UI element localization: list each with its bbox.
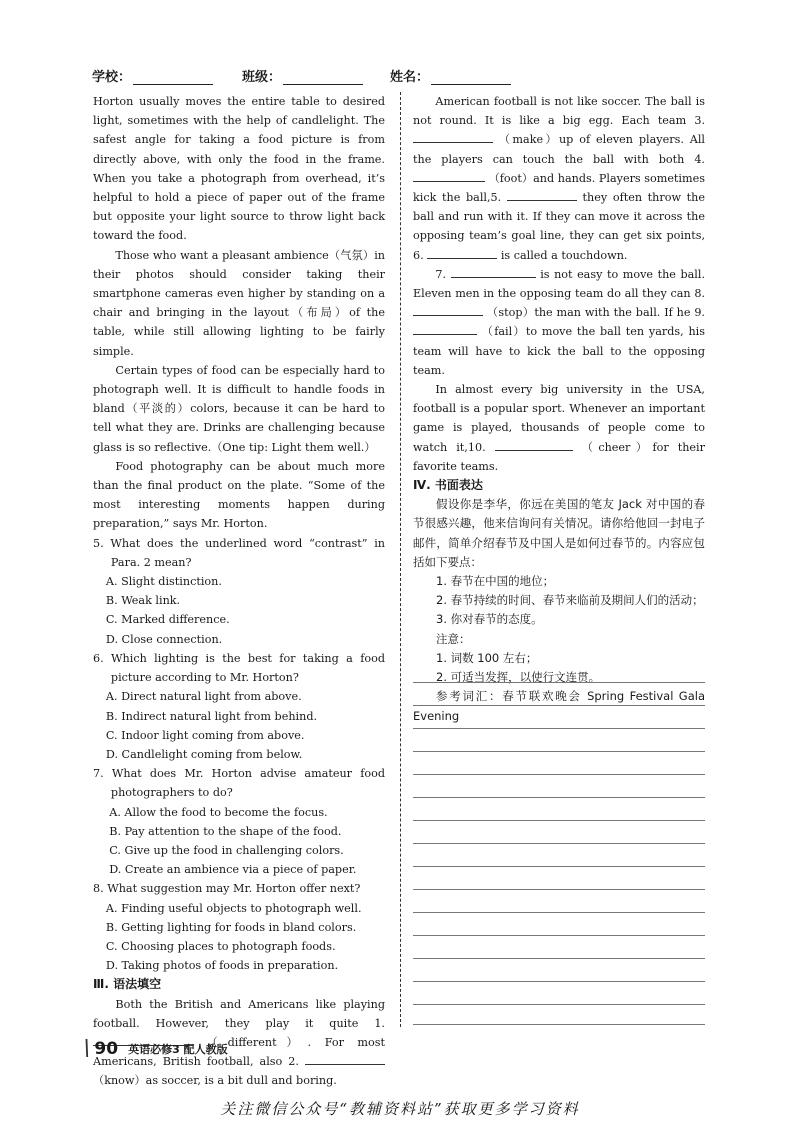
option[interactable]: C. Indoor light coming from above.	[105, 728, 305, 742]
class-blank[interactable]	[283, 70, 363, 85]
grammar-text: Both the British and Americans like playing football. However, they play it quite 1.	[93, 997, 385, 1030]
writing-prompt: 假设你是李华，你远在美国的笔友 Jack 对中国的春节很感兴趣，他来信询问有关情况。请你给他回一封电子邮件，简单介绍春节及中国人是如何过春节的。内容应包括如下要点：	[413, 497, 705, 569]
question-stem: 5. What does the underlined word “contrast” in Para. 2 mean?	[93, 536, 385, 569]
option[interactable]: A. Direct natural light from above.	[105, 690, 302, 704]
grammar-text: （different）. For most Americans, British football, also 2.	[93, 1035, 385, 1069]
question-5	[93, 534, 385, 649]
writing-line[interactable]	[413, 912, 705, 913]
blank-3[interactable]	[413, 130, 493, 143]
page-number: 90	[94, 1038, 119, 1059]
writing-line[interactable]	[413, 935, 705, 936]
grammar-paragraph-3	[413, 265, 705, 380]
writing-line[interactable]	[413, 705, 705, 706]
writing-line[interactable]	[413, 728, 705, 729]
note-2: 2. 可适当发挥，以使行文连贯。	[436, 670, 601, 685]
writing-line[interactable]	[413, 981, 705, 982]
question-stem: 7. What does Mr. Horton advise amateur food photographers to do?	[93, 767, 385, 800]
school-label: 学校：	[92, 70, 132, 85]
class-label: 班级：	[242, 70, 282, 85]
blank-6[interactable]	[427, 246, 497, 259]
writing-line[interactable]	[413, 774, 705, 775]
grammar-text: American football is not like soccer. The ball is not round. It is like a big egg. Each team 3.	[413, 95, 705, 128]
section-3-title: Ⅲ. 语法填空	[93, 977, 162, 992]
book-title: 英语必修3 配人教版	[128, 1042, 228, 1056]
writing-line[interactable]	[413, 820, 705, 821]
grammar-text: 7.	[435, 267, 447, 281]
option[interactable]: A. Allow the food to become the focus.	[109, 805, 328, 819]
blank-9[interactable]	[413, 322, 477, 335]
writing-point-3: 3. 你对春节的态度。	[436, 612, 543, 627]
grammar-paragraph-2	[413, 92, 705, 265]
student-info-header	[92, 66, 712, 86]
left-column	[93, 92, 385, 1091]
grammar-paragraph-4	[413, 380, 705, 476]
school-field	[92, 66, 213, 85]
option[interactable]: D. Close connection.	[105, 632, 223, 646]
option[interactable]: B. Weak link.	[105, 594, 181, 608]
writing-line[interactable]	[413, 797, 705, 798]
writing-line[interactable]	[413, 682, 705, 683]
writing-line[interactable]	[413, 889, 705, 890]
grammar-text: （cheer）for their favorite teams.	[413, 440, 705, 473]
grammar-text: （foot）and hands. Players sometimes kick the ball,5.	[413, 171, 705, 205]
blank-8[interactable]	[413, 303, 483, 316]
name-label: 姓名：	[390, 70, 430, 85]
option[interactable]: C. Choosing places to photograph foods.	[105, 939, 336, 953]
option[interactable]: A. Finding useful objects to photograph well.	[105, 901, 362, 915]
option[interactable]: B. Getting lighting for foods in bland colors.	[105, 920, 357, 934]
question-7	[93, 764, 385, 879]
writing-line[interactable]	[413, 866, 705, 867]
option[interactable]: D. Candlelight coming from below.	[105, 747, 303, 761]
grammar-text: （stop）the man with the ball. If he 9.	[486, 306, 705, 320]
option[interactable]: A. Slight distinction.	[105, 575, 222, 589]
class-field	[242, 66, 363, 85]
passage-paragraph-3: Certain types of food can be especially hard to photograph well. It is difficult to handle foods in bland（平淡的）colors, because it can be hard to tell what they are. Drinks are challenging because glass is so reflective.（One tip: Light them well.）	[93, 363, 385, 454]
writing-line[interactable]	[413, 843, 705, 844]
option[interactable]: C. Give up the food in challenging colors.	[109, 843, 344, 857]
blank-5[interactable]	[507, 188, 577, 201]
blank-10[interactable]	[495, 438, 573, 451]
column-divider	[400, 92, 401, 1027]
grammar-text: they often throw the ball and run with it. If they can move it across the opposing team’s goal line, they can get six points, 6.	[413, 191, 705, 262]
question-stem: 6. Which lighting is the best for taking a food picture according to Mr. Horton?	[93, 651, 385, 685]
note-1: 1. 词数 100 左右；	[436, 650, 538, 665]
name-blank[interactable]	[431, 70, 511, 85]
bottom-note: 关注微信公众号“教辅资料站”获取更多学习资料	[220, 1100, 580, 1118]
grammar-text: （know）as soccer, is a bit dull and boring.	[93, 1074, 337, 1088]
writing-line[interactable]	[413, 751, 705, 752]
blank-7[interactable]	[451, 265, 536, 278]
writing-line[interactable]	[413, 1024, 705, 1025]
right-column	[413, 92, 705, 726]
option[interactable]: B. Pay attention to the shape of the food.	[109, 824, 342, 838]
grammar-text: （fail）to move the ball ten yards, his team will have to kick the ball to the opposing team.	[413, 325, 705, 377]
question-6	[93, 649, 385, 764]
passage-paragraph-1: Horton usually moves the entire table to desired light, sometimes with the help of candlelight. The safest angle for taking a food picture is from directly above, with only the food in the frame. When you take a photograph from overhead, it’s helpful to hold a piece of paper out of the frame but opposite your light source to throw light back toward the food.	[93, 95, 385, 243]
blank-2[interactable]	[305, 1052, 385, 1065]
blank-4[interactable]	[413, 169, 485, 182]
passage-paragraph-4: Food photography can be about much more than the final product on the plate. “Some of the most interesting moments happen during preparation,” says Mr. Horton.	[93, 459, 385, 531]
option[interactable]: C. Marked difference.	[105, 613, 230, 627]
option[interactable]: D. Create an ambience via a piece of paper.	[109, 863, 357, 877]
writing-line[interactable]	[413, 958, 705, 959]
name-field	[390, 66, 511, 85]
grammar-text: is not easy to move the ball. Eleven men in the opposing team do all they can 8.	[413, 267, 706, 301]
writing-point-2: 2. 春节持续的时间、春节来临前及期间人们的活动；	[436, 593, 704, 608]
school-blank[interactable]	[133, 70, 213, 85]
vocabulary-hint: 参考词汇：春节联欢晚会 Spring Festival Gala Evening	[413, 689, 705, 723]
note-title: 注意：	[436, 631, 471, 646]
grammar-text: is called a touchdown.	[500, 248, 628, 262]
writing-line[interactable]	[413, 1004, 705, 1005]
page-footer	[79, 1036, 228, 1061]
grammar-text: （make）up of eleven players. All the players can touch the ball with both 4.	[413, 133, 706, 166]
footer-slash-icon: \	[79, 1036, 94, 1061]
question-stem: 8. What suggestion may Mr. Horton offer next?	[93, 882, 361, 896]
question-8	[93, 879, 385, 975]
passage-paragraph-2: Those who want a pleasant ambience（气氛）in their photos should consider taking their smartphone cameras even higher by standing on a chair and bringing in the layout（布局）of the table, while still allowing lighting to be fairly simple.	[93, 248, 385, 358]
option[interactable]: D. Taking photos of foods in preparation.	[105, 959, 339, 973]
grammar-text: In almost every big university in the USA, football is a popular sport. Whenever an important game is played, thousands of people come to watch it,10.	[413, 383, 705, 454]
option[interactable]: B. Indirect natural light from behind.	[105, 709, 318, 723]
section-4-title: Ⅳ. 书面表达	[413, 478, 483, 493]
writing-point-1: 1. 春节在中国的地位；	[436, 574, 555, 589]
